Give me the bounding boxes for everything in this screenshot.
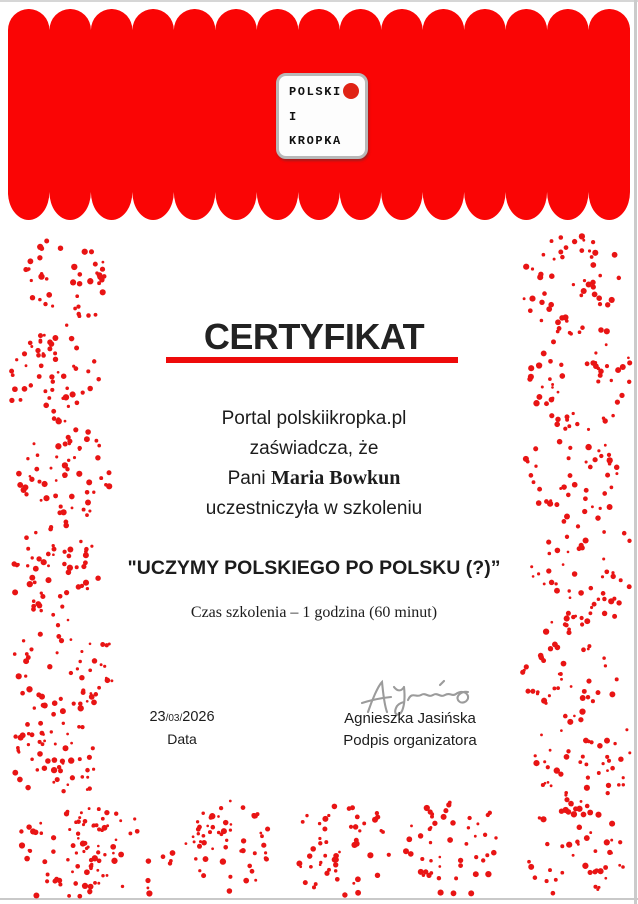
intro-line-portal: Portal polskiikropka.pl <box>221 408 407 429</box>
title-underline <box>166 357 458 363</box>
signer-label: Podpis organizatora <box>343 732 477 749</box>
date-label: Data <box>167 731 197 747</box>
logo-word-polski: POLSKI <box>289 85 342 99</box>
date-block <box>146 709 218 747</box>
date-year: 2026 <box>182 709 215 725</box>
certificate-title: CERTYFIKAT <box>203 316 425 357</box>
signer-name: Agnieszka Jasińska <box>344 710 476 727</box>
recipient-line <box>0 469 628 488</box>
logo-word-kropka: KROPKA <box>289 134 342 148</box>
date-day: 23 <box>149 709 166 725</box>
certificate-body <box>0 409 628 529</box>
intro-line-certifies: zaświadcza, że <box>249 438 379 459</box>
recipient-name: Maria Bowkun <box>270 467 401 489</box>
course-title: "UCZYMY POLSKIEGO PO POLSKU (?)” <box>127 557 501 579</box>
recipient-prefix: Pani <box>227 468 266 489</box>
logo-word-i: I <box>289 110 298 124</box>
date-month: /03/ <box>165 713 183 724</box>
date-value <box>146 709 218 725</box>
signature-block <box>322 711 498 749</box>
duration-line: Czas szkolenia – 1 godzina (60 minut) <box>190 604 438 621</box>
intro-line-participated: uczestniczyła w szkoleniu <box>205 498 423 519</box>
